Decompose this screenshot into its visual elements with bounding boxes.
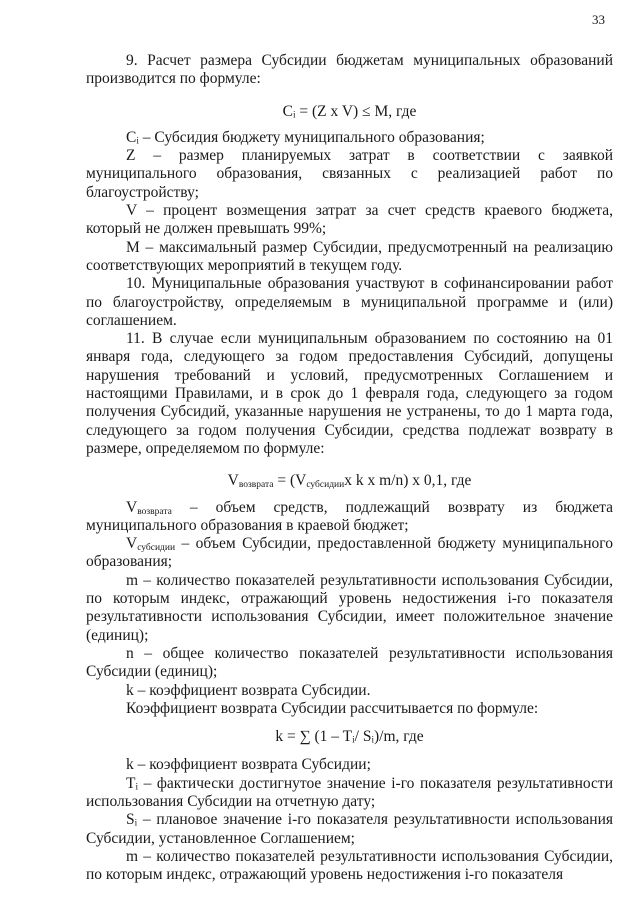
definition-v-return-symbol: V	[126, 498, 138, 516]
definition-v-return	[86, 499, 613, 536]
definition-v-subsidy-symbol: V	[126, 535, 138, 553]
page-number: 33	[592, 12, 605, 27]
formula-return-mid: = (V	[273, 472, 307, 490]
formula-return-lhs: V	[227, 472, 239, 490]
definition-v-return-text: – объем средств, подлежащий возврату из бюджета муниципального образования в краевой бюджет;	[86, 498, 613, 534]
definition-v-subsidy-text: – объем Субсидии, предоставленной бюджету муниципального образования;	[86, 535, 613, 571]
k-intro: Коэффициент возврата Субсидии рассчитывается по формуле:	[126, 699, 539, 717]
definition-s: Sᵢ – плановое значение i-го показателя результативности использования Субсидии, установленное Соглашением;	[86, 811, 613, 847]
definition-m-count-2: m – количество показателей результативности использования Субсидии, по которым индекс, отражающий уровень недостижения i-го показателя	[86, 847, 613, 884]
formula-subsidy: Cᵢ = (Z x V) ≤ M, где	[282, 102, 417, 120]
definition-k: k – коэффициент возврата Субсидии.	[126, 681, 371, 699]
formula-return-mid-sub: субсидии	[306, 480, 345, 491]
formula-return-lhs-sub: возврата	[238, 480, 274, 491]
definition-v: V – процент возмещения затрат за счет средств краевого бюджета, который не должен превышать 99%;	[86, 202, 613, 238]
definition-z: Z – размер планируемых затрат в соответствии с заявкой муниципального образования, связанных с реализацией работ по благоустройству;	[86, 147, 613, 201]
definition-v-return-sub: возврата	[137, 506, 172, 517]
paragraph-9: 9. Расчет размера Субсидии бюджетам муниципальных образований производится по формуле:	[86, 52, 613, 88]
paragraph-11: 11. В случае если муниципальным образованием по состоянию на 01 января года, следующего за годом предоставления Субсидий, допущены нарушения требований и условий, предусмотренных Соглашением и настоящими Правилами, и в срок до 1 февраля года, следующего за годом получения Субсидий, указанные нарушения не устранены, то до 1 марта года, следующего за годом получения Субсидии, средства подлежат возврату в размере, определяемом по формуле:	[86, 330, 613, 457]
definition-k-2: k – коэффициент возврата Субсидии;	[126, 756, 371, 774]
formula-return-rest: x k x m/n) x 0,1, где	[344, 472, 472, 490]
formula-k: k = ∑ (1 – Tᵢ/ Sᵢ)/m, где	[275, 728, 424, 746]
document-body	[86, 52, 613, 884]
definition-v-subsidy	[86, 535, 613, 572]
definition-v-subsidy-sub: субсидии	[137, 543, 176, 554]
definition-m-count: m – количество показателей результативности использования Субсидии, по которым индекс, отражающий уровень недостижения i-го показателя результативности использования Субсидии, имеет положительное значение (единиц);	[86, 571, 613, 644]
definition-m: M – максимальный размер Субсидии, предусмотренный на реализацию соответствующих мероприятий в текущем году.	[86, 238, 613, 274]
formula-return	[86, 472, 613, 490]
paragraph-10: 10. Муниципальные образования участвуют в софинансировании работ по благоустройству, определяемым в муниципальной программе и (или) соглашением.	[86, 275, 613, 329]
definition-n: n – общее количество показателей результативности использования Субсидии (единиц);	[86, 644, 613, 681]
definition-t: Tᵢ – фактически достигнутое значение i-го показателя результативности использования Субсидии на отчетную дату;	[86, 774, 613, 810]
definition-c: Cᵢ – Субсидия бюджету муниципального образования;	[126, 128, 485, 146]
